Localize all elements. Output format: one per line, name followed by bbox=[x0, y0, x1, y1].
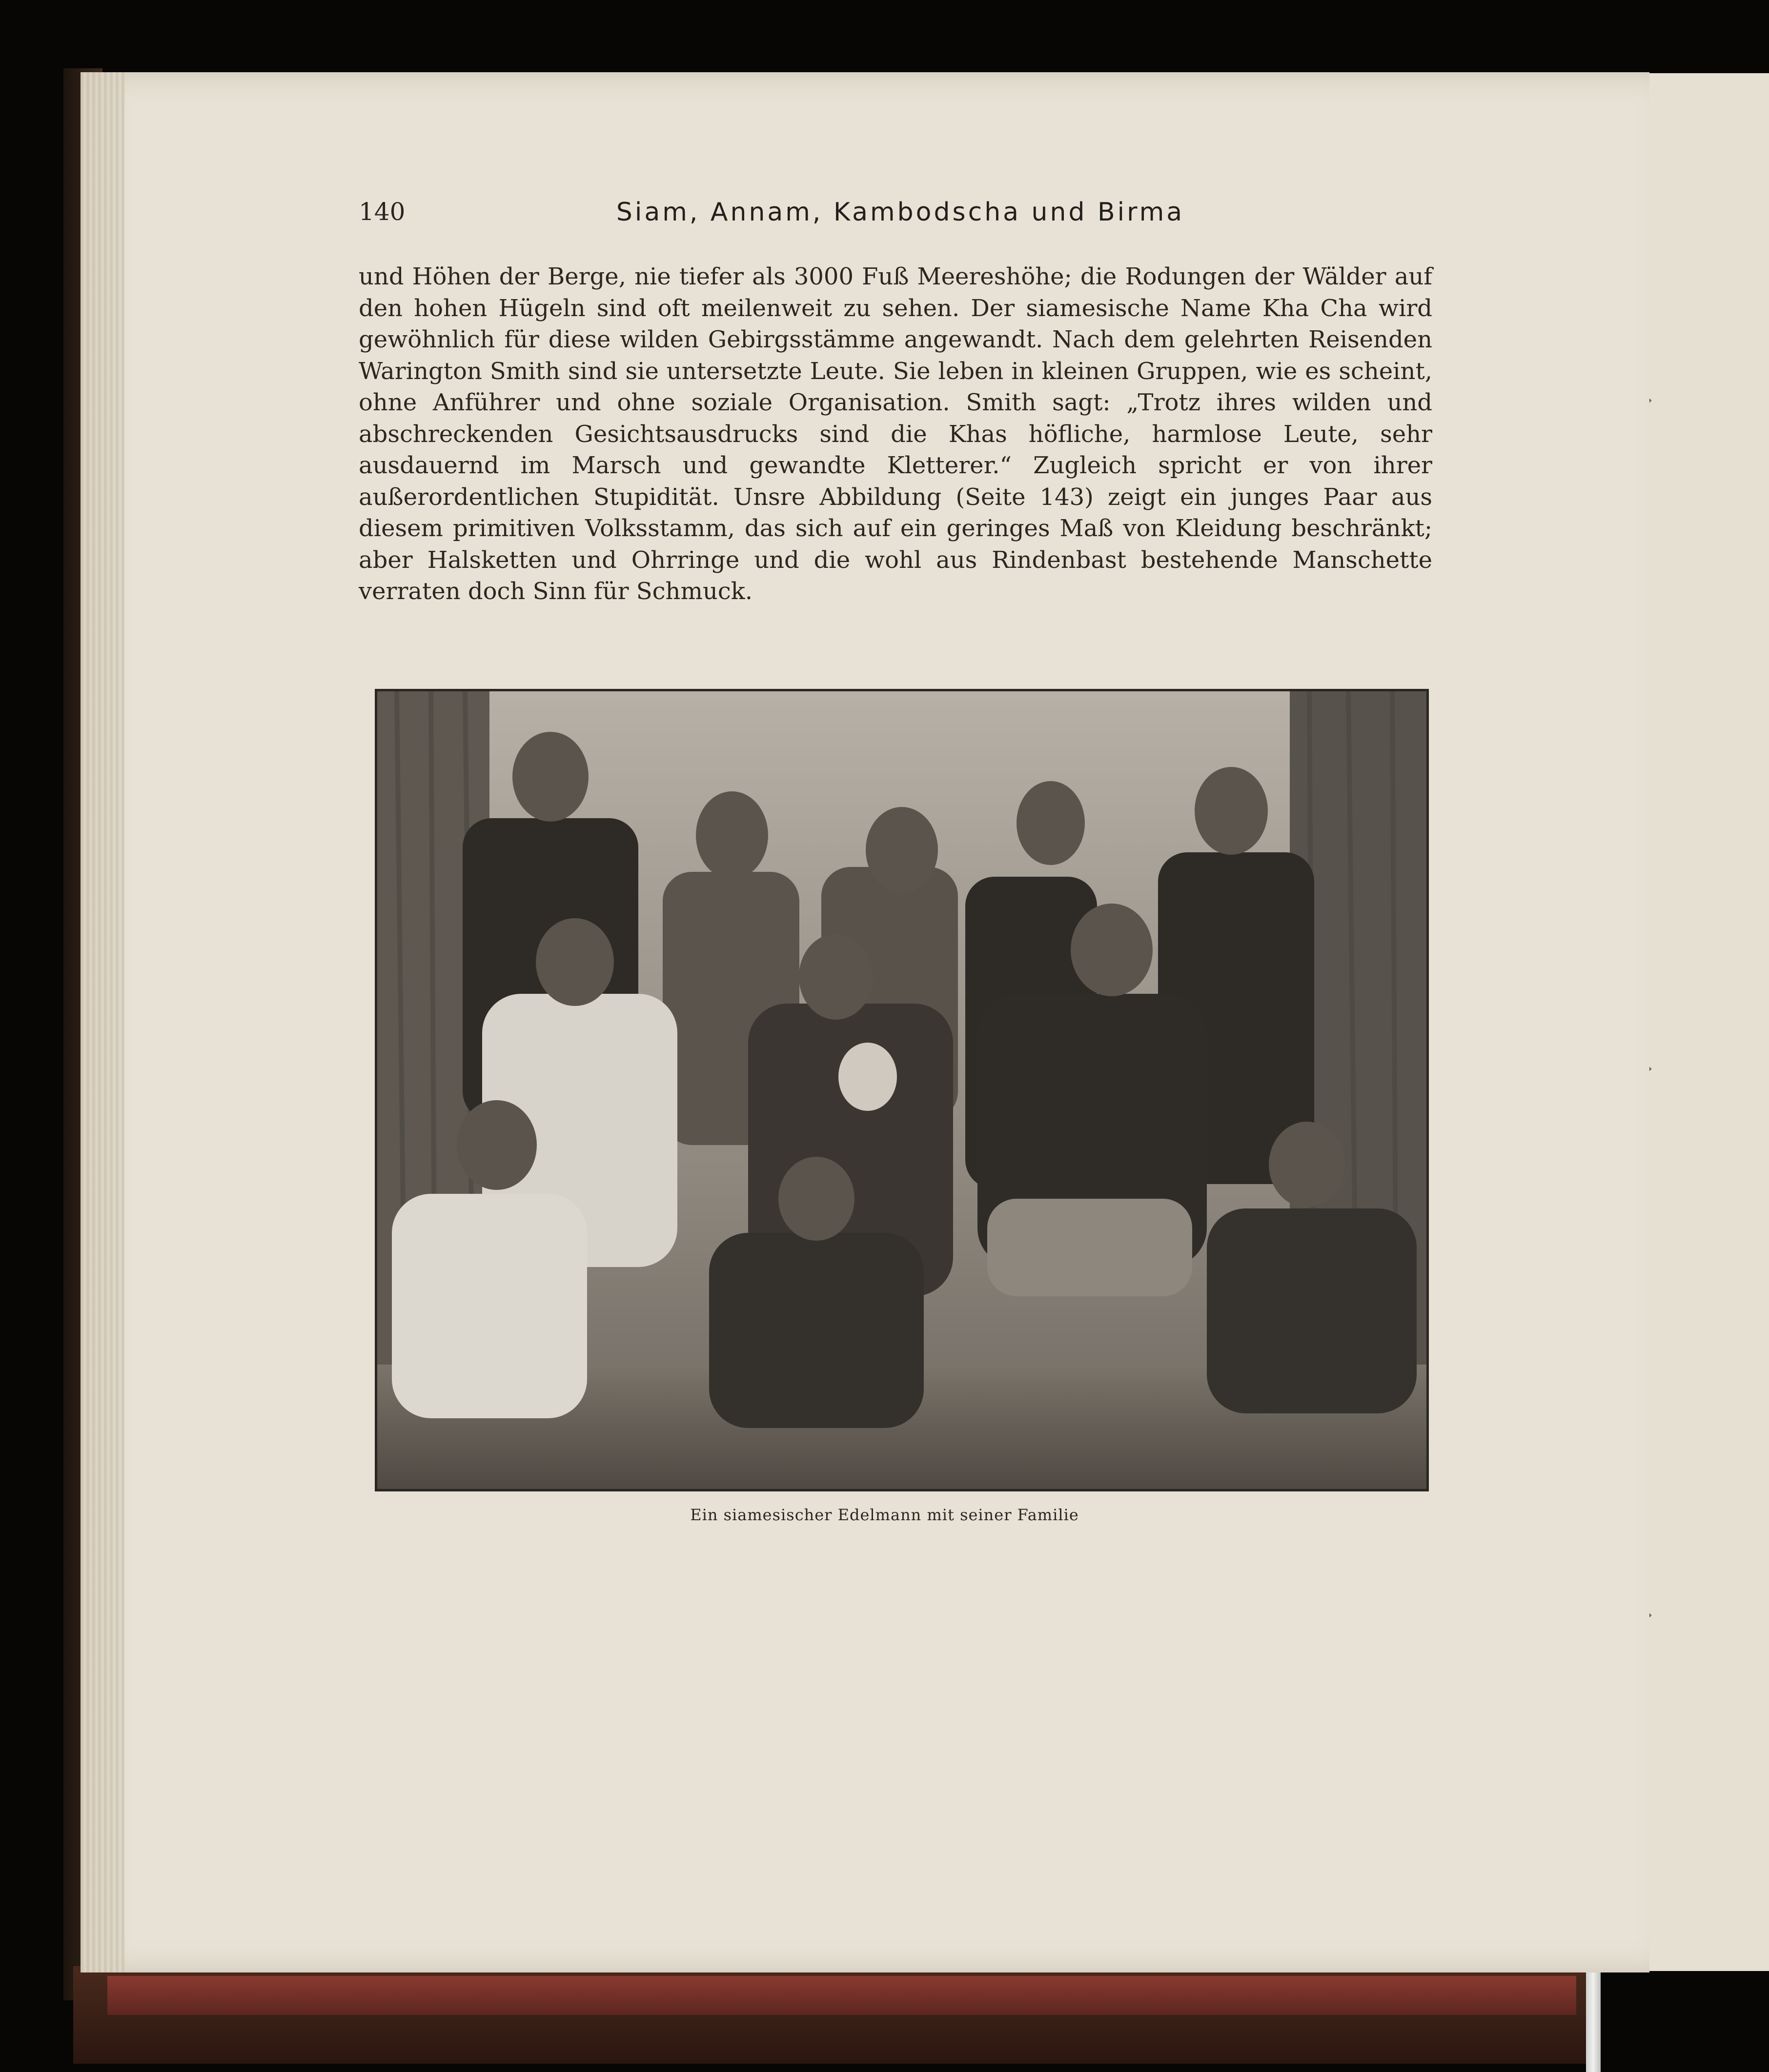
bookmark-ribbon bbox=[1586, 1969, 1601, 2072]
body-paragraph: und Höhen der Berge, nie tiefer als 3000 Fuß Meereshöhe; die Rodungen der Wälder auf den hohen Hügeln sind oft meilenweit zu sehen. Der siamesische Name Kha Cha wird gewöhnlich für diese wilden Gebirgsstämme angewandt. Nach dem gelehrten Reisenden Warington Smith sind sie untersetzte Leute. Sie leben in kleinen Gruppen, wie es scheint, ohne Anführer und ohne soziale Organisation. Smith sagt: „Trotz ihres wilden und abschreckenden Gesichtsausdrucks sind die Khas höfliche, harmlose Leute, sehr ausdauernd im Marsch und gewandte Kletterer.“ Zugleich spricht er von ihrer außerordentlichen Stupidität. Unsre Abbildung (Seite 143) zeigt ein junges Paar aus diesem primitiven Volksstamm, das sich auf ein geringes Maß von Kleidung beschränkt; aber Halsketten und Ohrringe und die wohl aus Rindenbast bestehende Manschette verraten doch Sinn für Schmuck. bbox=[359, 263, 1432, 605]
facing-page bbox=[1637, 73, 1769, 1971]
page-edge-left bbox=[81, 72, 124, 1972]
figure-caption: Ein siamesischer Edelmann mit seiner Familie bbox=[690, 1506, 1079, 1524]
page-edge-bottom bbox=[107, 1976, 1576, 2015]
page-header bbox=[359, 198, 1442, 237]
running-head: Siam, Annam, Kambodscha und Birma bbox=[616, 198, 1185, 227]
family-photograph bbox=[375, 689, 1429, 1491]
page-number: 140 bbox=[359, 198, 406, 226]
photograph-image bbox=[377, 691, 1426, 1489]
